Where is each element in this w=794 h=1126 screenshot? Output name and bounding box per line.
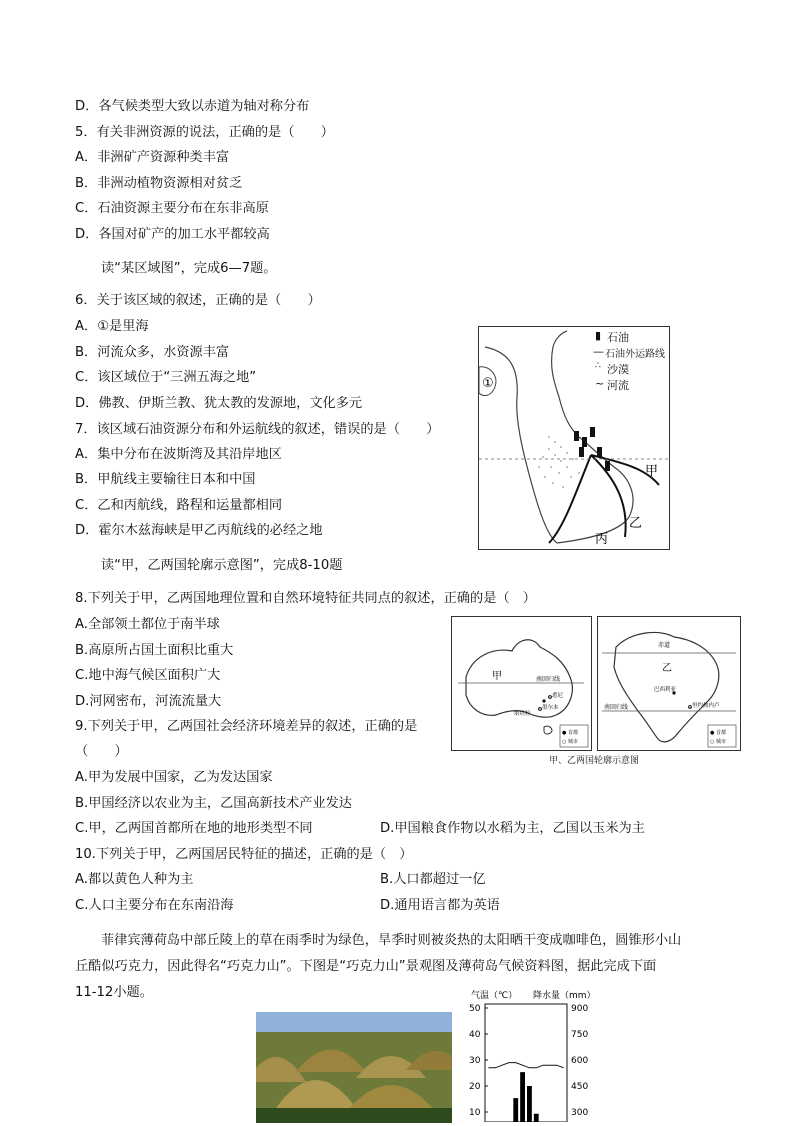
precip-bar bbox=[534, 1114, 539, 1122]
label-brasilia: 巴西利亚 bbox=[654, 687, 677, 693]
instruction-6-7: 读“某区域图”，完成6—7题。 bbox=[101, 261, 277, 276]
option-7d: D．霍尔木兹海峡是甲乙丙航线的必经之地 bbox=[75, 523, 323, 538]
map-a-legend-capital: ● 首都 bbox=[562, 730, 578, 736]
left-tick-label: 50 bbox=[469, 1004, 481, 1014]
option-5b: B．非洲动植物资源相对贫乏 bbox=[75, 176, 243, 191]
australia-svg bbox=[452, 617, 591, 750]
option-8a: A.全部领土都位于南半球 bbox=[75, 617, 220, 632]
route-label-yi: 乙 bbox=[629, 516, 643, 531]
legend-oil-icon: ▮ bbox=[595, 329, 602, 342]
chocolate-hills-photo bbox=[256, 1012, 452, 1123]
country-map-jia bbox=[451, 616, 592, 751]
label-yi: 乙 bbox=[662, 663, 672, 674]
right-tick-label: 450 bbox=[571, 1082, 589, 1092]
right-tick-label: 600 bbox=[571, 1056, 589, 1066]
legend-river: 河流 bbox=[607, 379, 629, 392]
left-tick-label: 20 bbox=[469, 1082, 481, 1092]
label-tropic-a: 南回归线 bbox=[536, 676, 561, 683]
right-tick-label: 300 bbox=[571, 1108, 589, 1118]
option-8d: D.河网密布，河流流量大 bbox=[75, 694, 222, 709]
question-5: 5．有关非洲资源的说法，正确的是（ ） bbox=[75, 125, 334, 140]
left-tick-label: 40 bbox=[469, 1030, 481, 1040]
precip-bar bbox=[527, 1086, 532, 1122]
route-label-bing: 丙 bbox=[595, 532, 609, 547]
right-axis-title: 降水量（mm） bbox=[533, 991, 596, 1001]
option-9c: C.甲，乙两国首都所在地的地形类型不同 bbox=[75, 821, 313, 836]
option-8c: C.地中海气候区面积广大 bbox=[75, 668, 221, 683]
question-9: 9.下列关于甲，乙两国社会经济环境差异的叙述，正确的是 bbox=[75, 719, 418, 734]
option-5c: C．石油资源主要分布在东非高原 bbox=[75, 201, 269, 216]
passage-line-3: 11-12小题。 bbox=[75, 985, 153, 1000]
map-a-legend-city: ○ 城市 bbox=[562, 739, 578, 745]
question-7: 7．该区域石油资源分布和外运航线的叙述，错误的是（ ） bbox=[75, 422, 440, 437]
label-canberra: 堪培拉 bbox=[514, 711, 531, 717]
label-tropic-b: 南回归线 bbox=[604, 704, 629, 711]
option-9a: A.甲为发展中国家，乙为发达国家 bbox=[75, 770, 273, 785]
country-map-yi bbox=[597, 616, 741, 751]
option-9d: D.甲国粮食作物以水稻为主，乙国以玉米为主 bbox=[380, 821, 645, 836]
map-b-legend-city: ○ 城市 bbox=[710, 739, 726, 745]
option-5a: A．非洲矿产资源种类丰富 bbox=[75, 150, 230, 165]
option-9b: B.甲国经济以农业为主，乙国高新技术产业发达 bbox=[75, 796, 352, 811]
option-7b: B．甲航线主要输往日本和中国 bbox=[75, 472, 256, 487]
map2-caption: 甲、乙两国轮廓示意图 bbox=[549, 756, 640, 766]
option-10c: C.人口主要分布在东南沿海 bbox=[75, 898, 234, 913]
precip-bar bbox=[513, 1098, 518, 1122]
legend-oil: 石油 bbox=[607, 331, 629, 344]
passage-line-2: 丘酷似巧克力，因此得名“巧克力山”。下图是“巧克力山”景观图及薄荷岛气候资料图，据此完成下面 bbox=[75, 959, 657, 974]
option-10d: D.通用语言都为英语 bbox=[380, 898, 500, 913]
label-equator: 赤道 bbox=[658, 642, 671, 649]
left-tick-label: 10 bbox=[469, 1108, 481, 1118]
label-1: ① bbox=[482, 376, 494, 391]
label-jia: 甲 bbox=[492, 671, 502, 682]
option-6a: A．①是里海 bbox=[75, 319, 149, 334]
label-rio: 里约热内卢 bbox=[692, 703, 720, 709]
option-5d: D．各国对矿产的加工水平都较高 bbox=[75, 227, 270, 242]
route-label-jia: 甲 bbox=[645, 464, 659, 479]
map-b-legend-capital: ● 首都 bbox=[710, 730, 726, 736]
region-map bbox=[478, 326, 670, 550]
left-tick-label: 30 bbox=[469, 1056, 481, 1066]
option-8b: B.高原所占国土面积比重大 bbox=[75, 643, 234, 658]
climate-chart bbox=[465, 986, 608, 1122]
instruction-8-10: 读“甲，乙两国轮廓示意图”，完成8-10题 bbox=[101, 558, 343, 573]
question-6: 6．关于该区域的叙述，正确的是（ ） bbox=[75, 293, 321, 308]
label-melbourne: 墨尔本 bbox=[542, 705, 559, 711]
option-7c: C．乙和丙航线，路程和运量都相同 bbox=[75, 498, 283, 513]
question-9-blank: （ ） bbox=[75, 744, 128, 759]
legend-route-icon: — bbox=[593, 345, 604, 358]
question-8: 8.下列关于甲，乙两国地理位置和自然环境特征共同点的叙述，正确的是（ ） bbox=[75, 591, 536, 606]
passage-line-1: 菲律宾薄荷岛中部丘陵上的草在雨季时为绿色，旱季时则被炎热的太阳晒干变成咖啡色，圆锥形小山 bbox=[101, 933, 682, 948]
right-tick-label: 750 bbox=[571, 1030, 589, 1040]
option-7a: A．集中分布在波斯湾及其沿岸地区 bbox=[75, 447, 282, 462]
brazil-svg bbox=[598, 617, 740, 750]
question-10: 10.下列关于甲，乙两国居民特征的描述，正确的是（ ） bbox=[75, 847, 413, 862]
map1-legend bbox=[589, 329, 669, 401]
option-6c: C．该区域位于“三洲五海之地” bbox=[75, 370, 257, 385]
option-6b: B．河流众多，水资源丰富 bbox=[75, 345, 230, 360]
option-10b: B.人口都超过一亿 bbox=[380, 872, 486, 887]
legend-route: 石油外运路线 bbox=[605, 349, 665, 360]
legend-river-icon: ~ bbox=[595, 377, 605, 390]
text-line: D．各气候类型大致以赤道为轴对称分布 bbox=[75, 99, 310, 114]
legend-desert: 沙漠 bbox=[607, 363, 629, 376]
legend-desert-icon: ∴ bbox=[595, 361, 601, 371]
label-sydney: 悉尼 bbox=[552, 693, 564, 699]
precip-bar bbox=[520, 1072, 525, 1122]
option-10a: A.都以黄色人种为主 bbox=[75, 872, 194, 887]
photo-svg bbox=[256, 1012, 452, 1123]
climate-chart-svg bbox=[465, 986, 608, 1122]
left-axis-title: 气温（℃） bbox=[471, 991, 518, 1001]
right-tick-label: 900 bbox=[571, 1004, 589, 1014]
option-6d: D．佛教、伊斯兰教、犹太教的发源地，文化多元 bbox=[75, 396, 363, 411]
